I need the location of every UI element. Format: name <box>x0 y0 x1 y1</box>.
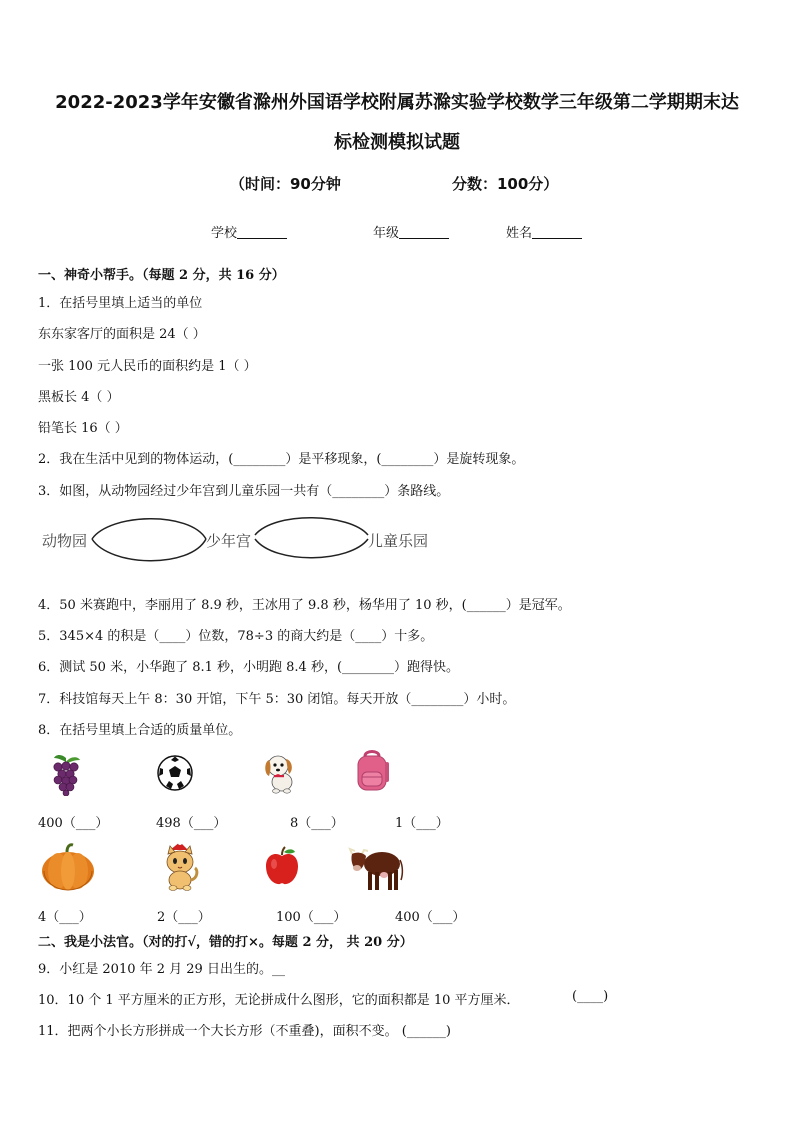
q1-item-3: 黑板长 4（ ） <box>38 390 120 405</box>
backpack-icon <box>352 748 392 794</box>
q10-answer-blank[interactable]: (____) <box>572 989 609 1004</box>
route-palace-park-lower <box>255 539 368 558</box>
school-blank[interactable] <box>237 225 287 239</box>
soccer-ball-icon <box>156 754 194 792</box>
q8-row1-label-3: 8（___） <box>290 816 344 831</box>
q2-text: 2．我在生活中见到的物体运动，(________）是平移现象，(________）是旋转现象。 <box>38 452 525 467</box>
q8-row2-label-2: 2（___） <box>157 910 211 925</box>
q5-text: 5．345×4 的积是（____）位数，78÷3 的商大约是（____）十多。 <box>38 629 434 644</box>
q8-row1-label-2: 498（___） <box>156 816 227 831</box>
q8-row1-label-4: 1（___） <box>395 816 449 831</box>
route-zoo-palace-upper <box>92 519 206 539</box>
puppy-icon <box>260 750 300 794</box>
q1-item-4: 铅笔长 16（ ） <box>38 421 128 436</box>
q9-text: 9．小红是 2010 年 2 月 29 日出生的。__ <box>38 962 285 977</box>
pumpkin-icon <box>40 842 96 892</box>
q8-text: 8．在括号里填上合适的质量单位。 <box>38 723 242 738</box>
exam-title-line2: 标检测模拟试题 <box>334 132 460 153</box>
q7-text: 7．科技馆每天上午 8：30 开馆，下午 5：30 闭馆。每天开放（________）小时。 <box>38 692 516 707</box>
kitten-icon <box>160 842 200 892</box>
q6-text: 6．测试 50 米，小华跑了 8.1 秒，小明跑 8.4 秒，(________）跑得快。 <box>38 660 460 675</box>
route-zoo-palace-lower <box>92 539 206 561</box>
name-field[interactable] <box>506 222 582 241</box>
q11-text: 11．把两个小长方形拼成一个大长方形（不重叠)，面积不变。 (______) <box>38 1024 451 1039</box>
q1-item-2: 一张 100 元人民币的面积约是 1（ ） <box>38 359 257 374</box>
q8-row1-label-1: 400（___） <box>38 816 109 831</box>
name-label: 姓名 <box>506 226 533 241</box>
section2-heading: 二、我是小法官。（对的打√，错的打×。每题 2 分， 共 20 分） <box>38 935 413 950</box>
exam-score: 分数：100分） <box>452 175 559 193</box>
exam-time: （时间：90分钟 <box>230 175 341 193</box>
q1-text: 1．在括号里填上适当的单位 <box>38 296 203 311</box>
grade-label: 年级 <box>373 226 400 241</box>
exam-title-line1: 2022-2023学年安徽省滁州外国语学校附属苏滁实验学校数学三年级第二学期期末达 <box>55 92 739 113</box>
route-palace-park-upper <box>255 518 368 535</box>
route-palace-label: 少年宫 <box>206 532 252 550</box>
q8-row2-label-1: 4（___） <box>38 910 92 925</box>
grade-field[interactable] <box>373 222 449 241</box>
q8-row2-label-4: 400（___） <box>395 910 466 925</box>
q4-text: 4．50 米赛跑中，李丽用了 8.9 秒，王冰用了 9.8 秒，杨华用了 10 秒，(______）是冠军。 <box>38 598 571 613</box>
school-label: 学校 <box>211 226 238 241</box>
q1-item-1: 东东家客厅的面积是 24（ ） <box>38 327 206 342</box>
grade-blank[interactable] <box>399 225 449 239</box>
q8-row2-label-3: 100（___） <box>276 910 347 925</box>
cow-icon <box>348 836 404 896</box>
q10-text: 10．10 个 1 平方厘米的正方形，无论拼成什么图形，它的面积都是 10 平方厘米． <box>38 993 520 1008</box>
route-zoo-label: 动物园 <box>42 532 88 550</box>
grapes-icon <box>46 752 86 796</box>
q3-text: 3．如图，从动物园经过少年宫到儿童乐园一共有（________）条路线。 <box>38 484 450 499</box>
route-park-label: 儿童乐园 <box>368 532 429 550</box>
name-blank[interactable] <box>532 225 582 239</box>
apple-icon <box>264 846 300 886</box>
section1-heading: 一、神奇小帮手。（每题 2 分，共 16 分） <box>38 268 285 283</box>
school-field[interactable] <box>211 222 287 241</box>
